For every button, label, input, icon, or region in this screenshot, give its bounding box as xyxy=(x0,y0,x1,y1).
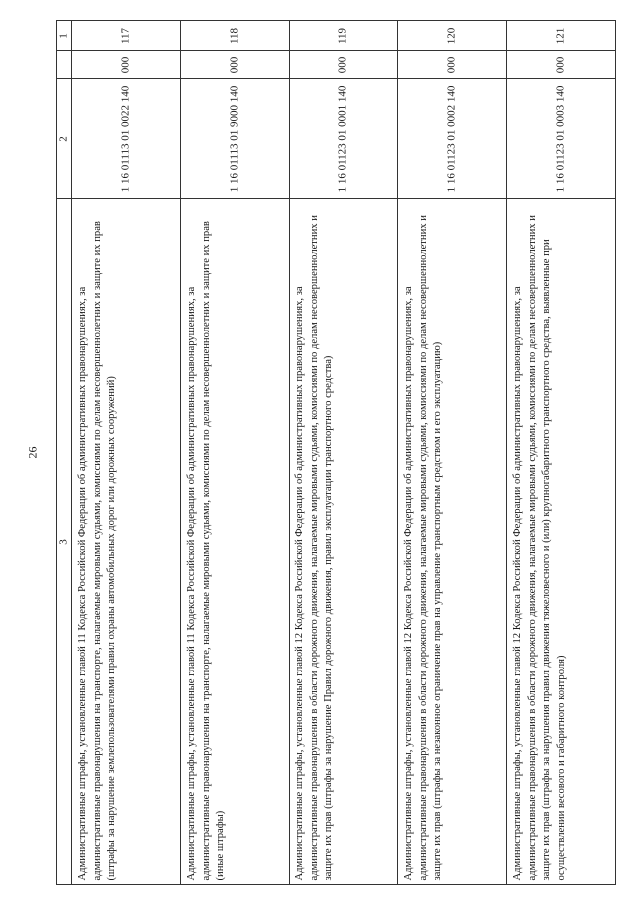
description-cell: Административные штрафы, установленные главой 11 Кодекса Российской Федерации об административных правонарушениях, за административные правонарушения на транспорте, налагаемые мировыми судьями, комиссиями по делам несовершеннолетних и защите их прав (штрафы за нарушение землепользователями правил охраны автомобильных дорог или дорожных сооружений) xyxy=(76,220,118,880)
row-number-cell: 118 xyxy=(181,21,289,51)
table-row xyxy=(181,21,290,884)
table-row xyxy=(398,21,507,884)
table-row xyxy=(290,21,399,884)
header-cell-number: 1 xyxy=(57,21,71,51)
header-cell-description: 3 xyxy=(57,538,70,545)
row-number-cell: 120 xyxy=(398,21,506,51)
table-header-column xyxy=(57,21,72,884)
header-cell-admin xyxy=(57,51,71,79)
row-number-cell: 117 xyxy=(72,21,180,51)
description-cell: Административные штрафы, установленные главой 12 Кодекса Российской Федерации об административных правонарушениях, за административные правонарушения в области дорожного движения, налагаемые мировыми судьями, комиссиями по делам несовершеннолетних и защите их прав (штрафы за нарушения правил движения тяжеловесного и (или) крупногабаритного транспортного средства, выявленные при осуществлении весового и габаритного контроля) xyxy=(512,214,567,880)
kbk-code-cell: 1 16 01113 01 0022 140 xyxy=(72,79,180,199)
admin-code-cell: 000 xyxy=(398,51,506,79)
admin-code-cell: 000 xyxy=(72,51,180,79)
budget-codes-table xyxy=(56,20,616,885)
description-cell: Административные штрафы, установленные главой 12 Кодекса Российской Федерации об административных правонарушениях, за административные правонарушения в области дорожного движения, налагаемые мировыми судьями, комиссиями по делам несовершеннолетних и защите их прав (штрафы за незаконное ограничение прав на управление транспортным средством и его эксплуатацию) xyxy=(403,214,444,880)
kbk-code-cell: 1 16 01123 01 0002 140 xyxy=(398,79,506,199)
row-number-cell: 121 xyxy=(507,21,615,51)
description-cell: Административные штрафы, установленные главой 12 Кодекса Российской Федерации об административных правонарушениях, за административные правонарушения в области дорожного движения, налагаемые мировыми судьями, комиссиями по делам несовершеннолетних и защите их прав (штрафы за нарушение Правил дорожного движения, правил эксплуатации транспортного средства) xyxy=(294,214,335,880)
admin-code-cell: 000 xyxy=(290,51,398,79)
kbk-code-cell: 1 16 01113 01 9000 140 xyxy=(181,79,289,199)
description-cell: Административные штрафы, установленные главой 11 Кодекса Российской Федерации об административных правонарушениях, за административные правонарушения на транспорте, налагаемые мировыми судьями, комиссиями по делам несовершеннолетних и защите их прав (иные штрафы) xyxy=(185,220,226,880)
row-number-cell: 119 xyxy=(290,21,398,51)
kbk-code-cell: 1 16 01123 01 0001 140 xyxy=(290,79,398,199)
page-number: 26 xyxy=(25,446,40,459)
kbk-code-cell: 1 16 01123 01 0003 140 xyxy=(507,79,615,199)
admin-code-cell: 000 xyxy=(181,51,289,79)
table-row xyxy=(507,21,615,884)
table-row xyxy=(72,21,181,884)
header-cell-code: 2 xyxy=(57,79,71,199)
admin-code-cell: 000 xyxy=(507,51,615,79)
